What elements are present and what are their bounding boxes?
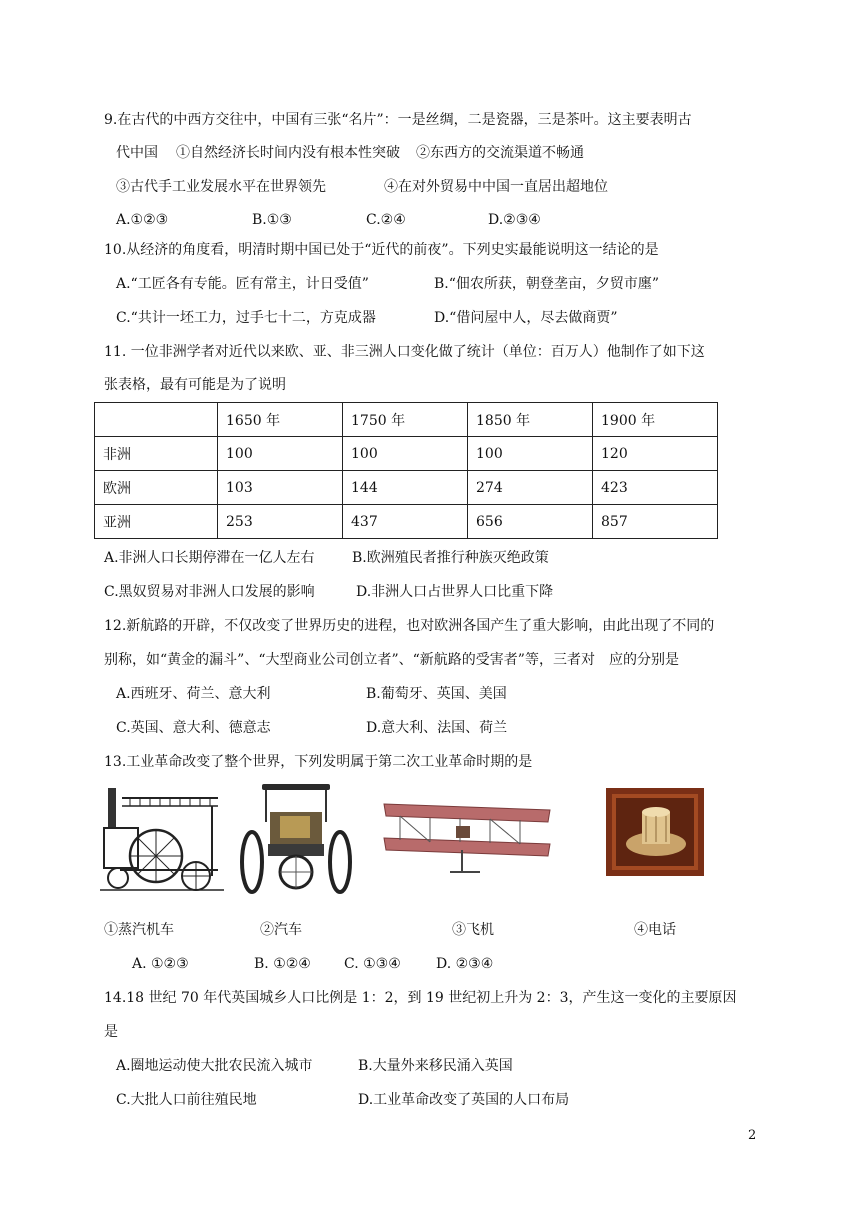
table-cell: 120: [593, 437, 718, 471]
q11-option-c: C.黑奴贸易对非洲人口发展的影响: [104, 584, 315, 600]
table-header-cell: 1650 年: [218, 403, 343, 437]
table-cell: 100: [218, 437, 343, 471]
table-cell: 423: [593, 471, 718, 505]
table-header-cell: [95, 403, 218, 437]
q10-option-a: A.“工匠各有专能。匠有常主，计日受值”: [116, 276, 369, 292]
q12-stem-line2: 别称，如“黄金的漏斗”、“大型商业公司创立者”、“新航路的受害者”等，三者对 应的分别是: [104, 652, 679, 668]
q13-caption-1: ①蒸汽机车: [104, 922, 174, 938]
q13-option-a: A. ①②③: [132, 956, 189, 972]
q12-option-b: B.葡萄牙、英国、美国: [366, 686, 507, 702]
q9-option-c: C.②④: [366, 212, 406, 228]
table-header-cell: 1900 年: [593, 403, 718, 437]
q11-option-a: A.非洲人口长期停滞在一亿人左右: [104, 550, 315, 566]
table-header-cell: 1850 年: [468, 403, 593, 437]
automobile-image: [240, 782, 352, 896]
q14-stem-line1: 14.18 世纪 70 年代英国城乡人口比例是 1：2，到 19 世纪初上升为 2：3，产生这一变化的主要原因: [104, 990, 737, 1006]
table-cell: 亚洲: [95, 505, 218, 539]
q14-option-a: A.圈地运动使大批农民流入城市: [116, 1058, 313, 1074]
table-cell: 437: [343, 505, 468, 539]
table-cell: 656: [468, 505, 593, 539]
q9-option-d: D.②③④: [488, 212, 541, 228]
q10-option-c: C.“共计一坯工力，过手七十二，方克成器: [116, 310, 376, 326]
table-cell: 欧洲: [95, 471, 218, 505]
population-table: [94, 402, 718, 539]
q9-statement-1: ①自然经济长时间内没有根本性突破: [176, 145, 400, 161]
q14-option-d: D.工业革命改变了英国的人口布局: [358, 1092, 570, 1108]
table-cell: 253: [218, 505, 343, 539]
q12-option-a: A.西班牙、荷兰、意大利: [116, 686, 271, 702]
q13-option-b: B. ①②④: [254, 956, 311, 972]
q11-stem-line2: 张表格，最有可能是为了说明: [104, 377, 286, 393]
q13-caption-3: ③飞机: [452, 922, 494, 938]
q10-option-b: B.“佃农所获，朝登垄亩，夕贸市廛”: [434, 276, 660, 292]
q14-stem-line2: 是: [104, 1024, 118, 1040]
q9-stem-line1: 9.在古代的中西方交往中，中国有三张“名片”：一是丝绸，二是瓷器，三是茶叶。这主要表明古: [104, 112, 692, 128]
q14-option-b: B.大量外来移民涌入英国: [358, 1058, 513, 1074]
q13-option-c: C. ①③④: [344, 956, 401, 972]
q9-option-b: B.①③: [252, 212, 292, 228]
q9-statement-2: ②东西方的交流渠道不畅通: [416, 145, 584, 161]
steam-locomotive-image: [100, 784, 224, 894]
telephone-image: [604, 786, 706, 878]
q12-option-d: D.意大利、法国、荷兰: [366, 720, 508, 736]
q12-stem-line1: 12.新航路的开辟，不仅改变了世界历史的进程，也对欧洲各国产生了重大影响，由此出现了不同的: [104, 618, 715, 634]
table-cell: 103: [218, 471, 343, 505]
table-row: [95, 505, 718, 539]
table-cell: 857: [593, 505, 718, 539]
table-cell: 100: [343, 437, 468, 471]
table-cell: 144: [343, 471, 468, 505]
table-header-row: [95, 403, 718, 437]
table-header-cell: 1750 年: [343, 403, 468, 437]
q12-option-c: C.英国、意大利、德意志: [116, 720, 271, 736]
q9-option-a: A.①②③: [116, 212, 169, 228]
airplane-image: [380, 792, 554, 876]
q13-option-d: D. ②③④: [436, 956, 494, 972]
table-cell: 100: [468, 437, 593, 471]
q14-option-c: C.大批人口前往殖民地: [116, 1092, 257, 1108]
table-row: [95, 437, 718, 471]
q11-option-b: B.欧洲殖民者推行种族灭绝政策: [352, 550, 549, 566]
q9-stem-line2: 代中国: [116, 145, 158, 161]
q11-stem-line1: 11. 一位非洲学者对近代以来欧、亚、非三洲人口变化做了统计（单位：百万人）他制作了如下这: [104, 344, 705, 360]
table-cell: 274: [468, 471, 593, 505]
table-row: [95, 471, 718, 505]
q10-option-d: D.“借问屋中人，尽去做商贾”: [434, 310, 618, 326]
q13-stem: 13.工业革命改变了整个世界，下列发明属于第二次工业革命时期的是: [104, 754, 533, 770]
q13-caption-2: ②汽车: [260, 922, 302, 938]
q9-statement-4: ④在对外贸易中中国一直居出超地位: [384, 179, 608, 195]
q10-stem: 10.从经济的角度看，明清时期中国已处于“近代的前夜”。下列史实最能说明这一结论的是: [104, 242, 659, 258]
q13-caption-4: ④电话: [634, 922, 676, 938]
q9-statement-3: ③古代手工业发展水平在世界领先: [116, 179, 326, 195]
page-number: 2: [748, 1128, 757, 1143]
q11-option-d: D.非洲人口占世界人口比重下降: [356, 584, 554, 600]
table-cell: 非洲: [95, 437, 218, 471]
